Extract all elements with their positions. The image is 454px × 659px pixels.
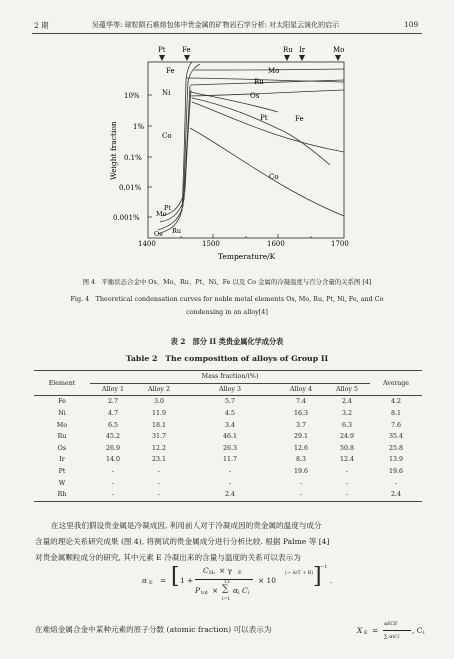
- eq-den-c-sub: i: [248, 590, 250, 596]
- cell-average: 35.4: [388, 433, 404, 441]
- cell-element: Os: [57, 444, 67, 452]
- x-tick-1500: 1500: [202, 240, 220, 248]
- eq-den-alpha: α: [233, 586, 238, 595]
- table-title-en: Table 2 The composition of alloys of Group II: [125, 354, 329, 363]
- figure-caption-cn: 图 4 平衡状态合金中 Os、Mo、Ru、Pt、Ni、Fe 以及 Co 金属的冷凝温度与百分含量的关系图 [4]: [82, 278, 372, 286]
- label-co-left: Co: [162, 132, 172, 140]
- col-header-alloy4: Alloy 4: [290, 385, 312, 393]
- paragraph-line3: 对贵金属颗粒成分的研究, 其中元素 E 冷凝出来的含量与温度的关系可以表示为: [35, 553, 301, 562]
- cell-alloy4: 16.3: [293, 410, 309, 418]
- cell-alloy3: 26.3: [222, 444, 238, 452]
- top-label-pt: Pt: [158, 46, 166, 54]
- x-tick-1600: 1600: [267, 240, 285, 248]
- eq2-lhs: X: [357, 626, 363, 635]
- alloy-composition-table: [34, 371, 422, 502]
- label-fe-lower: Fe: [295, 115, 304, 123]
- cell-alloy1: 14.0: [105, 456, 121, 464]
- curve-pt: [192, 98, 330, 165]
- cell-alloy2: 18.1: [151, 421, 167, 429]
- curve-co: [190, 128, 344, 216]
- top-label-ru: Ru: [283, 46, 293, 54]
- cell-alloy5: 24.9: [339, 433, 355, 441]
- col-header-alloy1: Alloy 1: [102, 385, 124, 393]
- eq2-num: αECE: [384, 622, 398, 627]
- eq2-tail: , C: [412, 626, 423, 635]
- x-axis-label: Temperature/K: [218, 252, 276, 261]
- label-ni: Ni: [162, 89, 171, 97]
- eq-right-bracket: ]: [313, 564, 322, 589]
- label-pt: Pt: [260, 114, 268, 122]
- cell-alloy5: -: [345, 491, 349, 499]
- paragraph-last-line: 在难熔金属合金中某种元素的原子分数 (atomic fraction) 可以表示为: [35, 625, 272, 634]
- top-label-mo: Mo: [333, 46, 345, 54]
- cell-element: Rh: [57, 491, 67, 499]
- cell-alloy1: -: [111, 479, 115, 487]
- table-row: [34, 489, 422, 501]
- cell-alloy3: 4.5: [224, 410, 235, 418]
- x-tick-1400: 1400: [138, 240, 156, 248]
- table-title-cn: 表 2 部分 II 类贵金属化学成分表: [170, 337, 284, 346]
- cell-alloy2: -: [157, 491, 161, 499]
- cell-alloy1: 4.7: [107, 410, 118, 418]
- eq-den-p-sub: tot: [201, 590, 209, 596]
- eq-lhs-sub: E: [149, 580, 153, 586]
- y-tick-marks: [148, 95, 311, 238]
- curve-fe-top: [186, 78, 344, 82]
- cell-alloy2: 31.7: [151, 433, 167, 441]
- cell-element: Mo: [56, 421, 68, 429]
- cell-alloy5: 6.3: [341, 421, 352, 429]
- plot-frame: [148, 62, 344, 238]
- eq-num-gamma: × γ: [219, 566, 232, 575]
- cell-alloy4: -: [299, 491, 303, 499]
- cell-average: 8.1: [390, 410, 401, 418]
- eq-exponent: (− A/T + B): [285, 571, 314, 576]
- eq-left-bracket: [: [171, 564, 180, 589]
- cell-element: Pt: [58, 468, 66, 476]
- cell-alloy2: -: [157, 479, 161, 487]
- eq-sum-sign: ∑: [222, 584, 229, 594]
- cell-alloy3: 46.1: [222, 433, 238, 441]
- x-tick-1700: 1700: [331, 240, 349, 248]
- cell-alloy4: -: [299, 479, 303, 487]
- cell-alloy3: -: [228, 479, 232, 487]
- y-tick-0.1pct: 0.1%: [124, 154, 142, 162]
- label-mo: Mo: [268, 67, 280, 75]
- eq-power: −1: [320, 564, 328, 570]
- eq-den-p: P: [195, 586, 200, 595]
- cell-alloy1: -: [111, 468, 115, 476]
- table-row: [34, 396, 422, 408]
- eq-den-c: C: [242, 586, 248, 595]
- cell-average: 13.9: [388, 456, 404, 464]
- cell-alloy2: 3.0: [153, 398, 164, 406]
- cell-alloy5: 3.2: [341, 410, 352, 418]
- cell-alloy5: 2.4: [341, 398, 352, 406]
- running-title: 吴蕴华等: 球粒陨石难熔包体中贵金属的矿物岩石学分析: 对太阳星云演化的启示: [92, 21, 340, 29]
- cell-average: 25.8: [388, 444, 404, 452]
- paragraph-line2: 含量的理论关系研究成果 (图 4), 将测试的贵金属成分进行分析比较. 根据 Palme 等 [4]: [35, 537, 330, 546]
- label-os: Os: [250, 92, 260, 100]
- label-ru-bottom: Ru: [172, 227, 182, 235]
- col-header-mass-fraction: Mass fraction/(%): [201, 373, 259, 381]
- cell-alloy2: -: [157, 468, 161, 476]
- col-header-average: Average: [382, 379, 410, 387]
- paragraph-line1: 在这里我们假设贵金属是冷凝成因, 利用前人对于冷凝成因的贵金属的温度与成分: [51, 521, 322, 530]
- label-pt-bottom: Pt: [164, 204, 171, 212]
- cell-alloy2: 23.1: [151, 456, 167, 464]
- cell-alloy3: 5.7: [224, 398, 235, 406]
- cell-average: 7.6: [390, 421, 401, 429]
- table-row: [34, 454, 422, 466]
- cell-alloy4: 12.6: [293, 444, 309, 452]
- eq2-den: ∑ αiCi: [384, 634, 400, 640]
- col-header-alloy3: Alloy 3: [219, 385, 241, 393]
- cell-element: Ir: [59, 456, 65, 464]
- y-tick-0.001pct: 0.001%: [113, 214, 140, 222]
- y-tick-10pct: 10%: [124, 92, 140, 100]
- eq-den-alpha-sub: i: [238, 590, 240, 596]
- eq-gamma-sub: E: [238, 570, 242, 576]
- eq2-fraction-bar: [383, 630, 411, 631]
- col-header-alloy5: Alloy 5: [336, 385, 358, 393]
- cell-alloy3: 2.4: [224, 491, 235, 499]
- curve-os: [190, 90, 344, 96]
- cell-alloy2: 11.9: [151, 410, 167, 418]
- eq-num-c: C: [203, 566, 209, 575]
- cell-alloy5: -: [345, 479, 349, 487]
- cell-alloy4: 7.4: [295, 398, 306, 406]
- cell-alloy4: 3.7: [295, 421, 306, 429]
- label-os-bottom: Os: [154, 230, 163, 238]
- cell-alloy2: 12.2: [151, 444, 167, 452]
- page-number: 109: [404, 20, 419, 29]
- label-fe-upper: Fe: [166, 67, 175, 75]
- eq-sum-upper: 13: [224, 580, 230, 585]
- top-arrows: [159, 55, 341, 61]
- issue-number: 2 期: [34, 21, 49, 30]
- label-mo-bottom: Mo: [156, 210, 167, 218]
- eq-num-c-sub: H₂: [209, 570, 216, 576]
- cell-average: -: [394, 479, 398, 487]
- eq2-equals: =: [372, 626, 379, 635]
- col-header-alloy2: Alloy 2: [148, 385, 170, 393]
- eq2-tail-sub: i: [423, 630, 425, 636]
- top-label-ir: Ir: [299, 46, 306, 54]
- cell-alloy1: -: [111, 491, 115, 499]
- figure-4: [110, 40, 360, 270]
- top-label-fe: Fe: [182, 46, 191, 54]
- table-row: [34, 408, 422, 420]
- table-row: [34, 431, 422, 443]
- figure-caption-en-line2: condensing in an alloy[4]: [186, 308, 268, 316]
- y-tick-1pct: 1%: [133, 123, 145, 131]
- y-axis-label: Weight fraction: [109, 121, 118, 180]
- label-co-right: Co: [269, 173, 279, 181]
- eq-one-plus: 1 +: [180, 576, 194, 585]
- eq-sum-lower: i=1: [222, 597, 231, 602]
- condensation-curve-plot: [110, 40, 360, 266]
- eq-times-ten: × 10: [258, 576, 276, 585]
- eq-period: .: [330, 576, 333, 585]
- cell-alloy1: 45.2: [105, 433, 121, 441]
- eq-den-times: ×: [212, 586, 219, 595]
- table-body: [34, 396, 422, 501]
- figure-caption-en-line1: Fig. 4 Theoretical condensation curves for noble metal elements Os, Mo, Ru, Pt, Ni, Fe, and Co: [70, 295, 384, 303]
- cell-alloy1: 2.7: [107, 398, 118, 406]
- cell-element: Ni: [58, 410, 66, 418]
- cell-alloy4: 8.3: [295, 456, 306, 464]
- cell-element: Fe: [58, 398, 66, 406]
- cell-alloy3: 3.4: [224, 421, 235, 429]
- label-ru: Ru: [254, 78, 264, 86]
- y-tick-0.01pct: 0.01%: [119, 184, 142, 192]
- cell-alloy5: 12.4: [339, 456, 355, 464]
- eq-equals: =: [160, 576, 167, 585]
- condensation-curves: [158, 62, 344, 234]
- table-row: [34, 443, 422, 455]
- cell-average: 4.2: [390, 398, 401, 406]
- eq2-lhs-sub: E: [364, 630, 368, 636]
- eq-lhs: α: [142, 576, 147, 585]
- header-rule: [32, 33, 422, 34]
- cell-average: 2.4: [390, 491, 401, 499]
- cell-element: Ru: [57, 433, 67, 441]
- cell-alloy5: 50.8: [339, 444, 355, 452]
- cell-element: W: [58, 479, 66, 487]
- col-header-element: Element: [48, 379, 76, 387]
- table-row: [34, 419, 422, 431]
- curve-ru: [190, 80, 344, 85]
- cell-alloy4: 29.1: [293, 433, 309, 441]
- cell-alloy3: 11.7: [222, 456, 238, 464]
- cell-alloy1: 26.9: [105, 444, 121, 452]
- cell-alloy1: 6.5: [107, 421, 118, 429]
- table-row: [34, 477, 422, 489]
- cell-alloy4: 19.6: [293, 468, 309, 476]
- cell-alloy3: -: [228, 468, 232, 476]
- table-row: [34, 466, 422, 478]
- cell-average: 19.6: [388, 468, 404, 476]
- cell-alloy5: -: [345, 468, 349, 476]
